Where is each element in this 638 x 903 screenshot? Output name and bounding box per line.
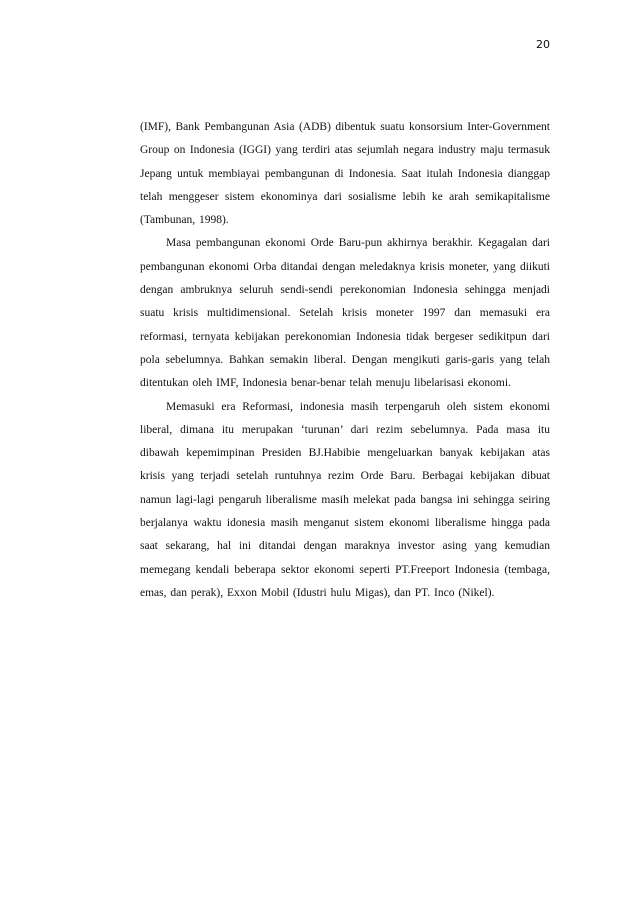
paragraph-1: (IMF), Bank Pembangunan Asia (ADB) dibentuk suatu konsorsium Inter-Government Group on Indonesia (IGGI) yang terdiri atas sejumlah negara industry maju termasuk Jepang untuk membiayai pembangunan di Indonesia. Saat itulah Indonesia dianggap telah menggeser sistem ekonominya dari sosialisme lebih ke arah semikapitalisme (Tambunan, 1998). xyxy=(140,121,550,227)
body-text xyxy=(140,116,550,605)
page-number: 20 xyxy=(536,38,550,51)
paragraph-2: Masa pembangunan ekonomi Orde Baru-pun akhirnya berakhir. Kegagalan dari pembangunan ekonomi Orba ditandai dengan meledaknya krisis moneter, yang diikuti dengan ambruknya seluruh sendi-sendi perekonomian Indonesia sehingga menjadi suatu krisis multidimensional. Setelah krisis moneter 1997 dan memasuki era reformasi, ternyata kebijakan perekonomian Indonesia tidak bergeser sedikitpun dari pola sebelumnya. Bahkan semakin liberal. Dengan mengikuti garis-garis yang telah ditentukan oleh IMF, Indonesia benar-benar telah menuju libelarisasi ekonomi. xyxy=(140,237,550,390)
paragraph-3: Memasuki era Reformasi, indonesia masih terpengaruh oleh sistem ekonomi liberal, dimana itu merupakan ‘turunan’ dari rezim sebelumnya. Pada masa itu dibawah kepemimpinan Presiden BJ.Habibie mengeluarkan banyak kebijakan atas krisis yang terjadi setelah runtuhnya rezim Orde Baru. Berbagai kebijakan dibuat namun lagi-lagi pengaruh liberalisme masih melekat pada bangsa ini sehingga seiring berjalanya waktu idonesia masih menganut sistem ekonomi liberalisme hingga pada saat sekarang, hal ini ditandai dengan maraknya investor asing yang kemudian memegang kendali beberapa sektor ekonomi seperti PT.Freeport Indonesia (tembaga, emas, dan perak), Exxon Mobil (Idustri hulu Migas), dan PT. Inco (Nikel). xyxy=(140,400,550,599)
